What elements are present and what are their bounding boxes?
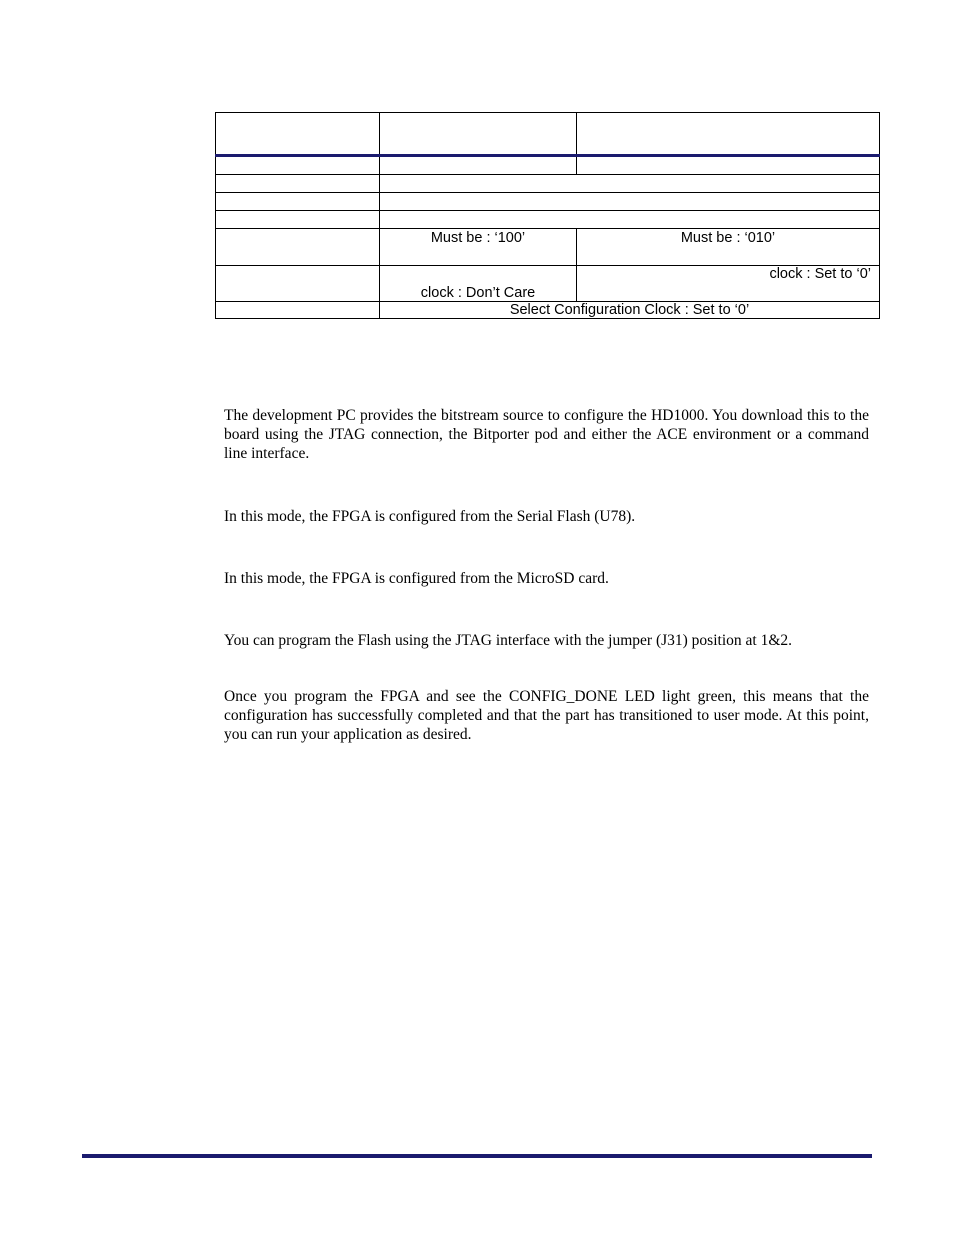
header-cell	[380, 113, 577, 156]
table-row	[216, 302, 880, 319]
table-row	[216, 211, 880, 229]
table-cell	[216, 156, 380, 175]
table-cell	[216, 175, 380, 193]
table-header-row	[216, 113, 880, 156]
table-row	[216, 175, 880, 193]
table-cell	[577, 156, 880, 175]
table-cell: Select Configuration Clock : Set to ‘0’	[380, 302, 880, 319]
table-row	[216, 266, 880, 302]
table-cell: clock : Set to ‘0’	[577, 266, 880, 302]
table-cell: clock : Don’t Care	[380, 266, 577, 302]
table-cell	[380, 211, 880, 229]
table-cell	[380, 193, 880, 211]
table-row	[216, 193, 880, 211]
configuration-table	[215, 112, 880, 319]
table-cell	[216, 266, 380, 302]
footer-divider	[82, 1154, 872, 1158]
paragraph-microsd: In this mode, the FPGA is configured from the MicroSD card.	[224, 570, 609, 587]
table-cell	[216, 229, 380, 266]
header-cell	[577, 113, 880, 156]
table-cell	[380, 156, 577, 175]
table-cell	[216, 302, 380, 319]
paragraph-jtag-download: The development PC provides the bitstream source to configure the HD1000. You download this to the board using the JTAG connection, the Bitporter pod and either the ACE environment or a command line interface.	[224, 407, 869, 462]
table-cell	[216, 193, 380, 211]
table-cell	[216, 211, 380, 229]
header-cell	[216, 113, 380, 156]
table-cell: Must be : ‘100’	[380, 229, 577, 266]
table-cell	[380, 175, 880, 193]
paragraph-flash-programming: You can program the Flash using the JTAG interface with the jumper (J31) position at 1&2.	[224, 632, 793, 649]
paragraph-config-done: Once you program the FPGA and see the CONFIG_DONE LED light green, this means that the configuration has successfully completed and that the part has transitioned to user mode. At this point, you can run your application as desired.	[224, 688, 869, 743]
paragraph-serial-flash: In this mode, the FPGA is configured from the Serial Flash (U78).	[224, 508, 636, 525]
table-row	[216, 156, 880, 175]
table-row	[216, 229, 880, 266]
table-cell: Must be : ‘010’	[577, 229, 880, 266]
